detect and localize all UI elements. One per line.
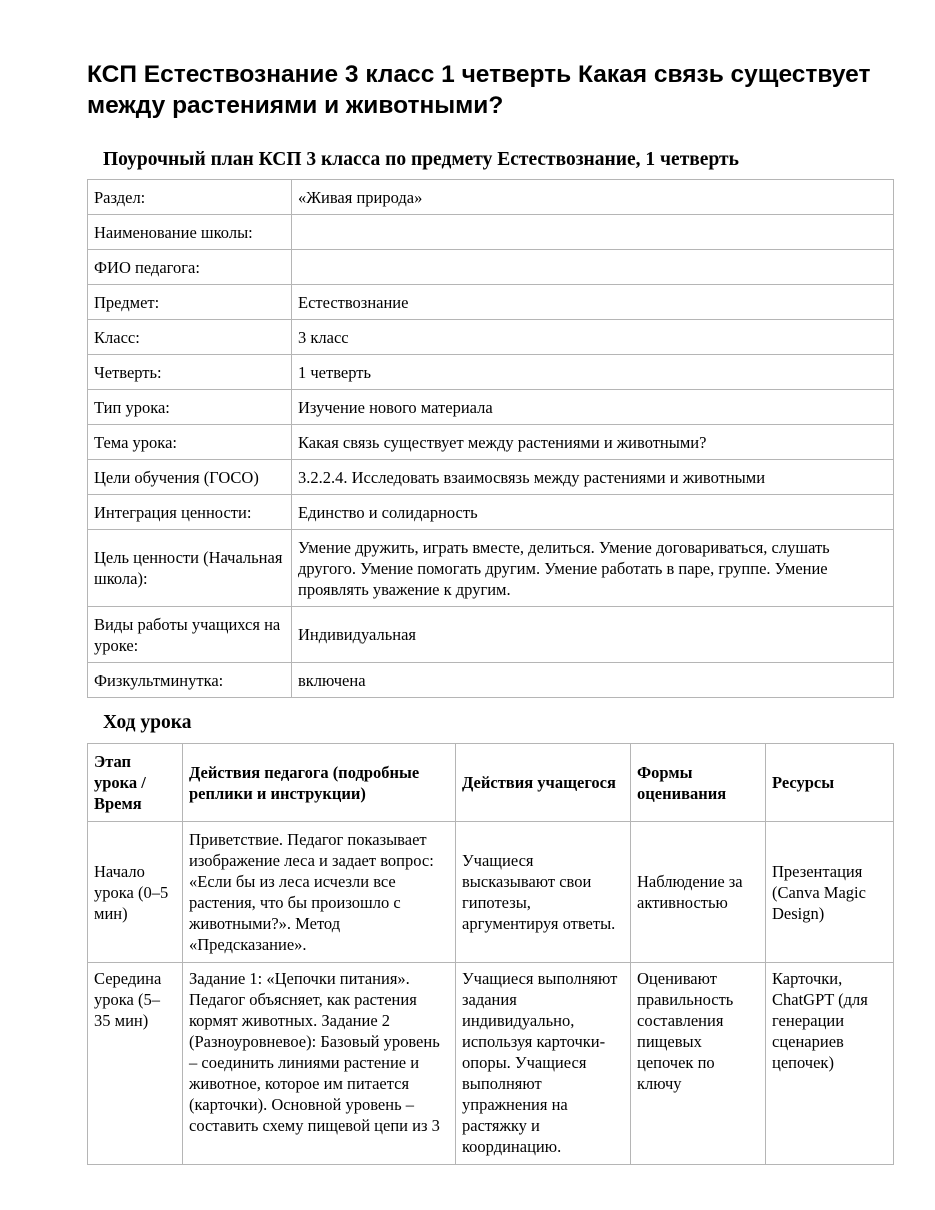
info-value: Единство и солидарность — [292, 495, 894, 530]
info-table — [87, 179, 894, 698]
lesson-cell: Презентация (Canva Magic Design) — [766, 822, 894, 963]
lesson-header-resources: Ресурсы — [766, 744, 894, 822]
info-row — [88, 320, 894, 355]
lesson-cell: Карточки, ChatGPT (для генерации сценариев цепочек) — [766, 963, 894, 1165]
plan-subtitle: Поурочный план КСП 3 класса по предмету Естествознание, 1 четверть — [103, 149, 739, 170]
lesson-cell: Оценивают правильность составления пищевых цепочек по ключу — [631, 963, 766, 1165]
info-row — [88, 663, 894, 698]
lesson-header-assessment: Формы оценивания — [631, 744, 766, 822]
info-row — [88, 180, 894, 215]
info-value — [292, 250, 894, 285]
info-label: Наименование школы: — [88, 215, 292, 250]
lesson-cell: Наблюдение за активностью — [631, 822, 766, 963]
lesson-cell: Приветствие. Педагог показывает изображение леса и задает вопрос: «Если бы из леса исчезли все растения, что бы произошло с животными?». Метод «Предсказание». — [183, 822, 456, 963]
info-label: Раздел: — [88, 180, 292, 215]
lesson-header-row — [88, 744, 894, 822]
lesson-cell: Начало урока (0–5 мин) — [88, 822, 183, 963]
info-label: Тема урока: — [88, 425, 292, 460]
info-label: Цель ценности (Начальная школа): — [88, 530, 292, 607]
info-label: Тип урока: — [88, 390, 292, 425]
info-row — [88, 250, 894, 285]
lesson-row — [88, 963, 894, 1165]
info-value: 3.2.2.4. Исследовать взаимосвязь между растениями и животными — [292, 460, 894, 495]
document-title: КСП Естествознание 3 класс 1 четверть Какая связь существует между растениями и животными? — [87, 61, 871, 119]
info-value: Умение дружить, играть вместе, делиться. Умение договариваться, слушать другого. Умение помогать другим. Умение работать в паре, группе. Умение проявлять уважение к другим. — [292, 530, 894, 607]
info-value: Естествознание — [292, 285, 894, 320]
info-label: Интеграция ценности: — [88, 495, 292, 530]
info-label: Предмет: — [88, 285, 292, 320]
lesson-cell: Учащиеся высказывают свои гипотезы, аргументируя ответы. — [456, 822, 631, 963]
info-row — [88, 495, 894, 530]
lesson-table — [87, 743, 894, 1165]
info-label: Физкультминутка: — [88, 663, 292, 698]
info-value: Какая связь существует между растениями и животными? — [292, 425, 894, 460]
lesson-row — [88, 822, 894, 963]
info-row — [88, 460, 894, 495]
info-value: включена — [292, 663, 894, 698]
info-value: Индивидуальная — [292, 607, 894, 663]
info-row — [88, 425, 894, 460]
info-row — [88, 355, 894, 390]
lesson-cell: Учащиеся выполняют задания индивидуально, используя карточки-опоры. Учащиеся выполняют упражнения на растяжку и координацию. — [456, 963, 631, 1165]
info-label: Виды работы учащихся на уроке: — [88, 607, 292, 663]
lesson-cell: Задание 1: «Цепочки питания». Педагог объясняет, как растения кормят животных. Задание 2 (Разноуровневое): Базовый уровень – соединить линиями растение и животное, которое им питается (карточки). Основной уровень – составить схему пищевой цепи из 3 — [183, 963, 456, 1165]
info-value: 3 класс — [292, 320, 894, 355]
info-row — [88, 530, 894, 607]
info-label: Класс: — [88, 320, 292, 355]
info-value: «Живая природа» — [292, 180, 894, 215]
info-row — [88, 285, 894, 320]
lesson-header-student: Действия учащегося — [456, 744, 631, 822]
info-value — [292, 215, 894, 250]
info-value: Изучение нового материала — [292, 390, 894, 425]
lesson-heading: Ход урока — [103, 712, 192, 733]
info-row — [88, 390, 894, 425]
info-label: Цели обучения (ГОСО) — [88, 460, 292, 495]
info-row — [88, 607, 894, 663]
lesson-header-teacher: Действия педагога (подробные реплики и инструкции) — [183, 744, 456, 822]
lesson-cell: Середина урока (5–35 мин) — [88, 963, 183, 1165]
info-label: ФИО педагога: — [88, 250, 292, 285]
info-row — [88, 215, 894, 250]
lesson-header-stage: Этап урока / Время — [88, 744, 183, 822]
info-value: 1 четверть — [292, 355, 894, 390]
info-label: Четверть: — [88, 355, 292, 390]
